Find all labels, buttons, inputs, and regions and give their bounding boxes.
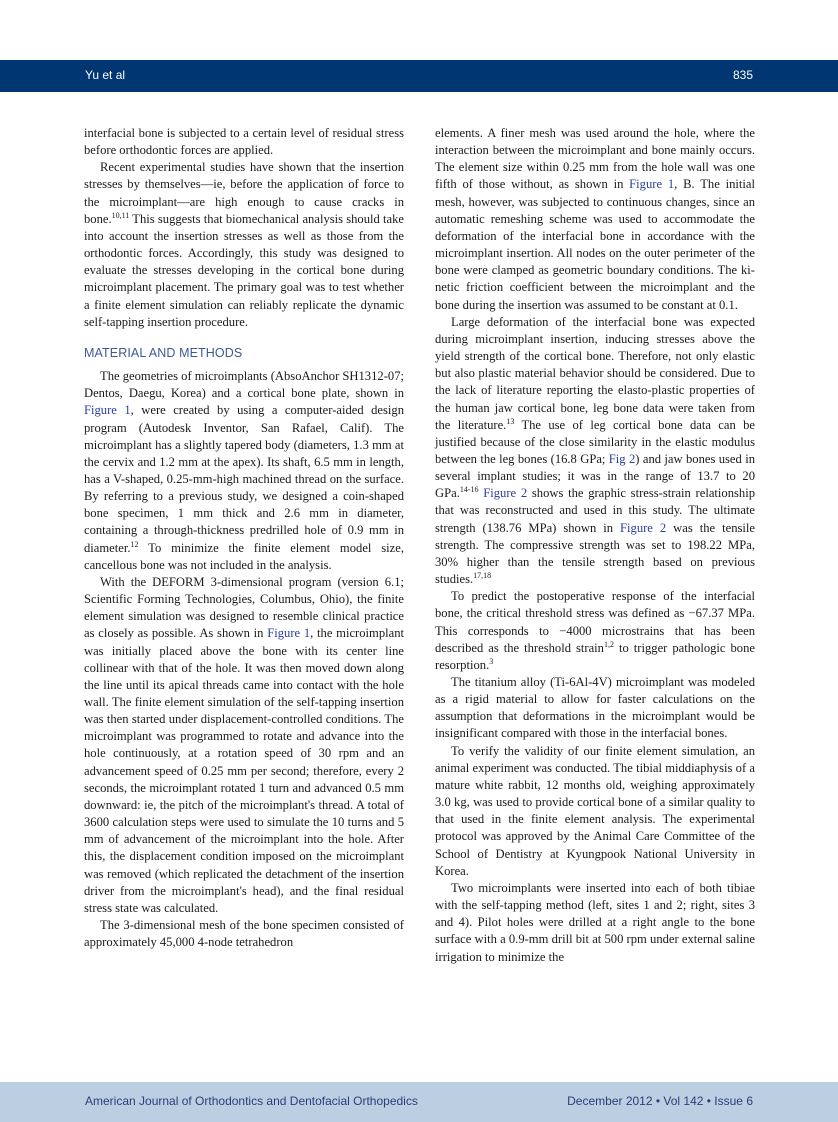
citation: 13 [506,416,515,426]
paragraph: The titanium alloy (Ti-6Al-4V) microimplant was modeled as a rigid material to allow for faster calculations on the assumption that deformations in the microimplant would be insignificant compared with those in the interfacial bones. [435,675,755,741]
paragraph: To predict the postoperative response of the interfacial bone, the critical threshold stress was defined as −67.37 MPa. This corresponds to −4000 microstrains that has been described as the threshold strain$^{1,2}$ to trigger pathologic bone resorption.$^3$ [435,589,755,672]
citation: 3 [489,656,494,666]
right-column [435,125,755,966]
figure-link[interactable]: Figure 1 [84,403,131,418]
figure-link[interactable]: Figure 1 [267,626,311,641]
paragraph: elements. A finer mesh was used around the hole, where the interaction between the microimplant and bone mainly occurs. The element size within 0.25 mm from the hole wall was one fifth of those without, as shown in Figure 1, B. The initial mesh, however, was subjected to continuous changes, since an automatic remeshing scheme was used to accommodate the deformation of the interfacial bone in accordance with the microimplant insertion. All nodes on the outer perimeter of the bone were clamped as geometric boundary conditions. The kinetic friction coefficient between the microimplant and the bone during the insertion was assumed to be constant at 0.1. [435,126,755,312]
running-header-author: Yu et al [85,68,126,82]
citation: 14-16 [459,485,479,495]
figure-link[interactable]: Figure 2 [483,486,528,501]
running-header [0,60,838,92]
issue-info: December 2012 • Vol 142 • Issue 6 [567,1094,753,1108]
paragraph: The geometries of microimplants (AbsoAnchor SH1312-07; Dentos, Daegu, Korea) and a cortical bone plate, shown in Figure 1, were created by using a computer-aided design program (Autodesk Inventor, San Rafael, Calif). The microimplant has a slightly tapered body (diameters, 1.3 mm at the cervix and 1.2 mm at the apex). Its shaft, 6.5 mm in length, has a V-shaped, 0.25-mm-high machined thread on the surface. By referring to a previous study, we designed a coin-shaped bone specimen, 1 mm thick and 2.6 mm in diameter, containing a through-thickness predrilled hole of 0.9 mm in diameter.$^{12}$ To minimize the finite element model size, cancellous bone was not included in the analysis. [84,369,405,572]
citation: 12 [130,539,139,549]
page-number: 835 [732,68,753,82]
figure-link[interactable]: Figure 2 [620,520,667,535]
figure-link[interactable]: Fig 2 [608,451,636,466]
paragraph: With the DEFORM 3-dimensional program (version 6.1; Scientific Forming Technologies, Columbus, Ohio), the finite element simulation was designed to resemble clinical practice as closely as possible. As shown in Figure 1, the microimplant was initially placed above the bone with its center line collinear with that of the hole. It was then moved down along the line until its apical threads came into contact with the hole wall. The finite element simulation of the self-tapping insertion was then started under displacement-controlled conditions. The microimplant was programmed to rotate and advance into the hole continuously, at a rotation speed of 30 rpm and an advancement speed of 0.25 mm per second; therefore, every 2 seconds, the microimplant rotated 1 turn and advanced 0.5 mm downward: ie, the pitch of the microimplant's thread. A total of 3600 calculation steps were used to simulate the 10 turns and 5 mm of advancement of the microimplant into the hole. After this, the displacement condition imposed on the microimplant was removed (which replicated the detachment of the insertion driver from the microimplant's head), and the final residual stress state was calculated. [84,574,404,915]
paragraph: The 3-dimensional mesh of the bone specimen consisted of approximately 45,000 4-node tetrahedron [84,918,404,950]
paragraph: Large deformation of the interfacial bone was expected during microimplant insertion, inducing stresses above the yield strength of the cortical bone. Therefore, not only elastic but also plastic material behavior should be considered. Due to the lack of literature reporting the elasto-plastic properties of the human jaw cortical bone, leg bone data were taken from the literature.$^{13}$ The use of leg cortical bone data can be justified because of the close similarity in the elastic modulus between the leg bones (16.8 GPa; Fig 2) and jaw bones used in several implant studies; it was in the range of 13.7 to 20 GPa.$^{14-16}$ Figure 2 shows the graphic stress-strain relationship that was reconstructed and used in this study. The ultimate strength (138.76 MPa) shown in Figure 2 was the tensile strength. The compressive strength was set to 198.22 MPa, 30% higher than the tensile strength based on previous studies.$^{17,18}$ [435,314,756,587]
section-heading: MATERIAL AND METHODS [84,345,243,360]
figure-link[interactable]: Figure 1 [629,177,675,192]
citation: 17,18 [473,571,492,581]
paragraph: Recent experimental studies have shown that the insertion stresses by themselves—ie, before the application of force to the microimplant—are high enough to cause cracks in bone.$^{10,11}$ This suggests that biomechanical analysis should take into account the insertion stresses as well as those from the orthodontic forces. Accordingly, this study was designed to evaluate the stresses developing in the cortical bone during microimplant placement. The primary goal was to test whether a finite element simulation can reliably replicate the dynamic self-tapping insertion procedure. [84,160,404,329]
journal-name: American Journal of Orthodontics and Dentofacial Orthopedics [85,1094,418,1108]
citation: 10,11 [111,210,130,220]
running-footer [0,1082,838,1122]
left-column [84,125,404,951]
paragraph: To verify the validity of our finite element simulation, an animal experiment was conducted. The tibial middiaphysis of a mature white rabbit, 12 months old, weighing approximately 3.0 kg, was used to provide cortical bone of a similar quality to that used in the finite element analysis. The experimental protocol was approved by the Animal Care Committee of the School of Dentistry at Kyungpook National University in Korea. [435,743,755,878]
paragraph: interfacial bone is subjected to a certain level of residual stress before orthodontic forces are applied. [84,126,404,158]
citation: 1,2 [603,639,614,649]
paragraph: Two microimplants were inserted into each of both tibiae with the self-tapping method (left, sites 1 and 2; right, sites 3 and 4). Pilot holes were drilled at a right angle to the bone surface with a 0.9-mm drill bit at 500 rpm under external saline irrigation to minimize the [435,880,755,964]
